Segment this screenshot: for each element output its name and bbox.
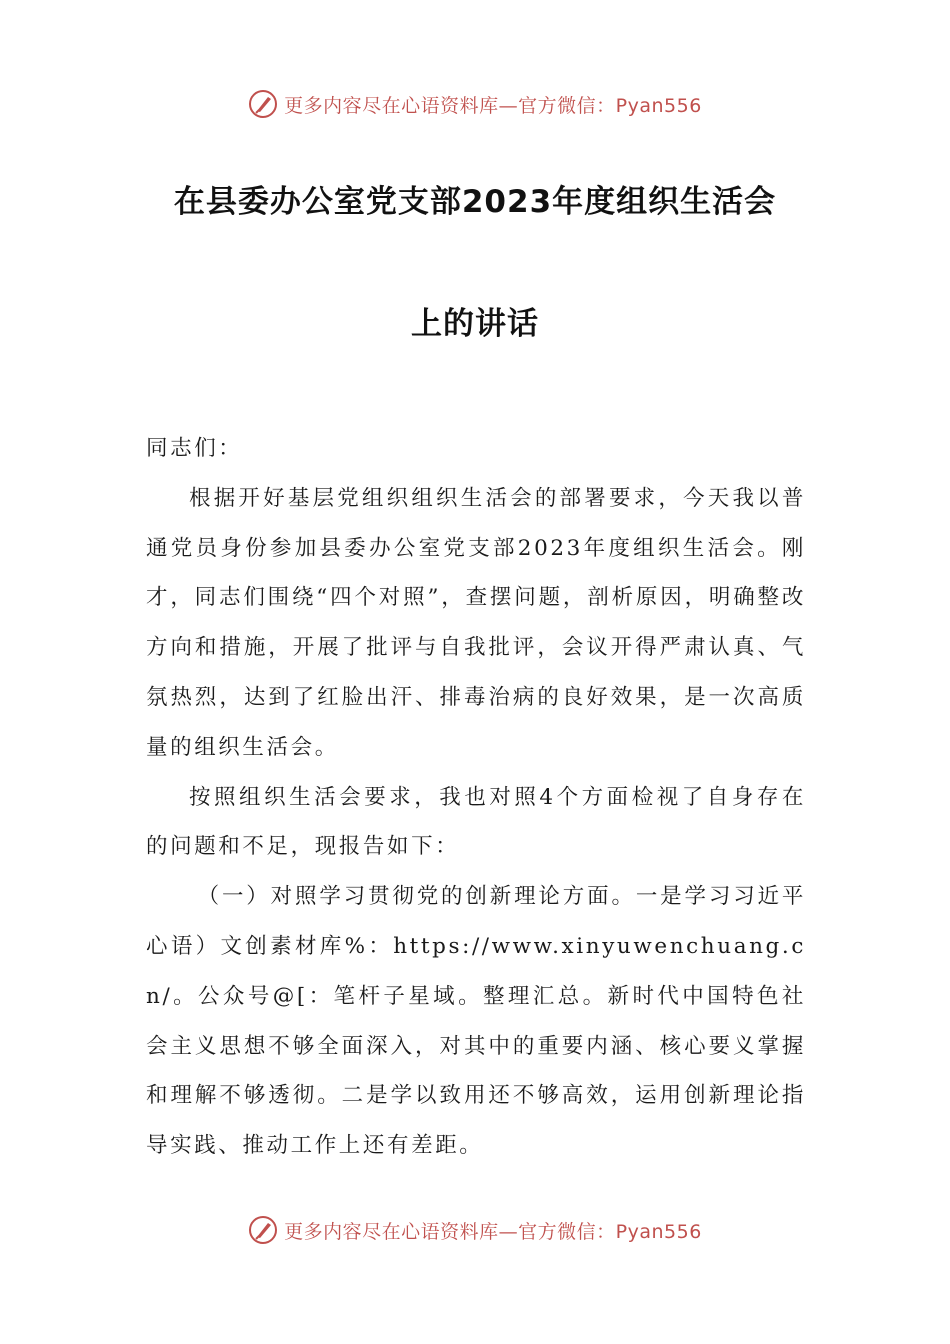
paragraph-1: 根据开好基层党组织组织生活会的部署要求，今天我以普通党员身份参加县委办公室党支部2023年度组织生活会。刚才，同志们围绕“四个对照”，查摆问题，剖析原因，明确整改方向和措施，开展了批评与自我批评，会议开得严肃认真、气氛热烈，达到了红脸出汗、排毒治病的良好效果，是一次高质量的组织生活会。 <box>146 485 806 760</box>
quill-logo-icon <box>248 1215 278 1245</box>
document-body <box>146 424 806 1171</box>
watermark-header <box>0 84 950 124</box>
quill-logo-icon <box>248 89 278 119</box>
document-title-line-2: 上的讲话 <box>411 306 539 342</box>
watermark-account: Pyan556 <box>615 1220 702 1243</box>
watermark-footer <box>0 1210 950 1250</box>
paragraph-2: 按照组织生活会要求，我也对照4个方面检视了自身存在的问题和不足，现报告如下： <box>146 784 806 860</box>
watermark-text: 更多内容尽在心语资料库—官方微信：Pyan556 <box>284 1220 702 1243</box>
watermark-account: Pyan556 <box>615 94 702 117</box>
paragraph-3: （一）对照学习贯彻党的创新理论方面。一是学习习近平心语）文创素材库%：https://www.xinyuwenchuang.cn/。公众号@[：笔杆子星域。整理汇总。新时代中国特色社会主义思想不够全面深入，对其中的重要内涵、核心要义掌握和理解不够透彻。二是学以致用还不够高效，运用创新理论指导实践、推动工作上还有差距。 <box>146 884 806 1159</box>
salutation: 同志们： <box>146 436 243 461</box>
watermark-text: 更多内容尽在心语资料库—官方微信：Pyan556 <box>284 94 702 117</box>
document-title-line-1: 在县委办公室党支部2023年度组织生活会 <box>173 184 777 220</box>
